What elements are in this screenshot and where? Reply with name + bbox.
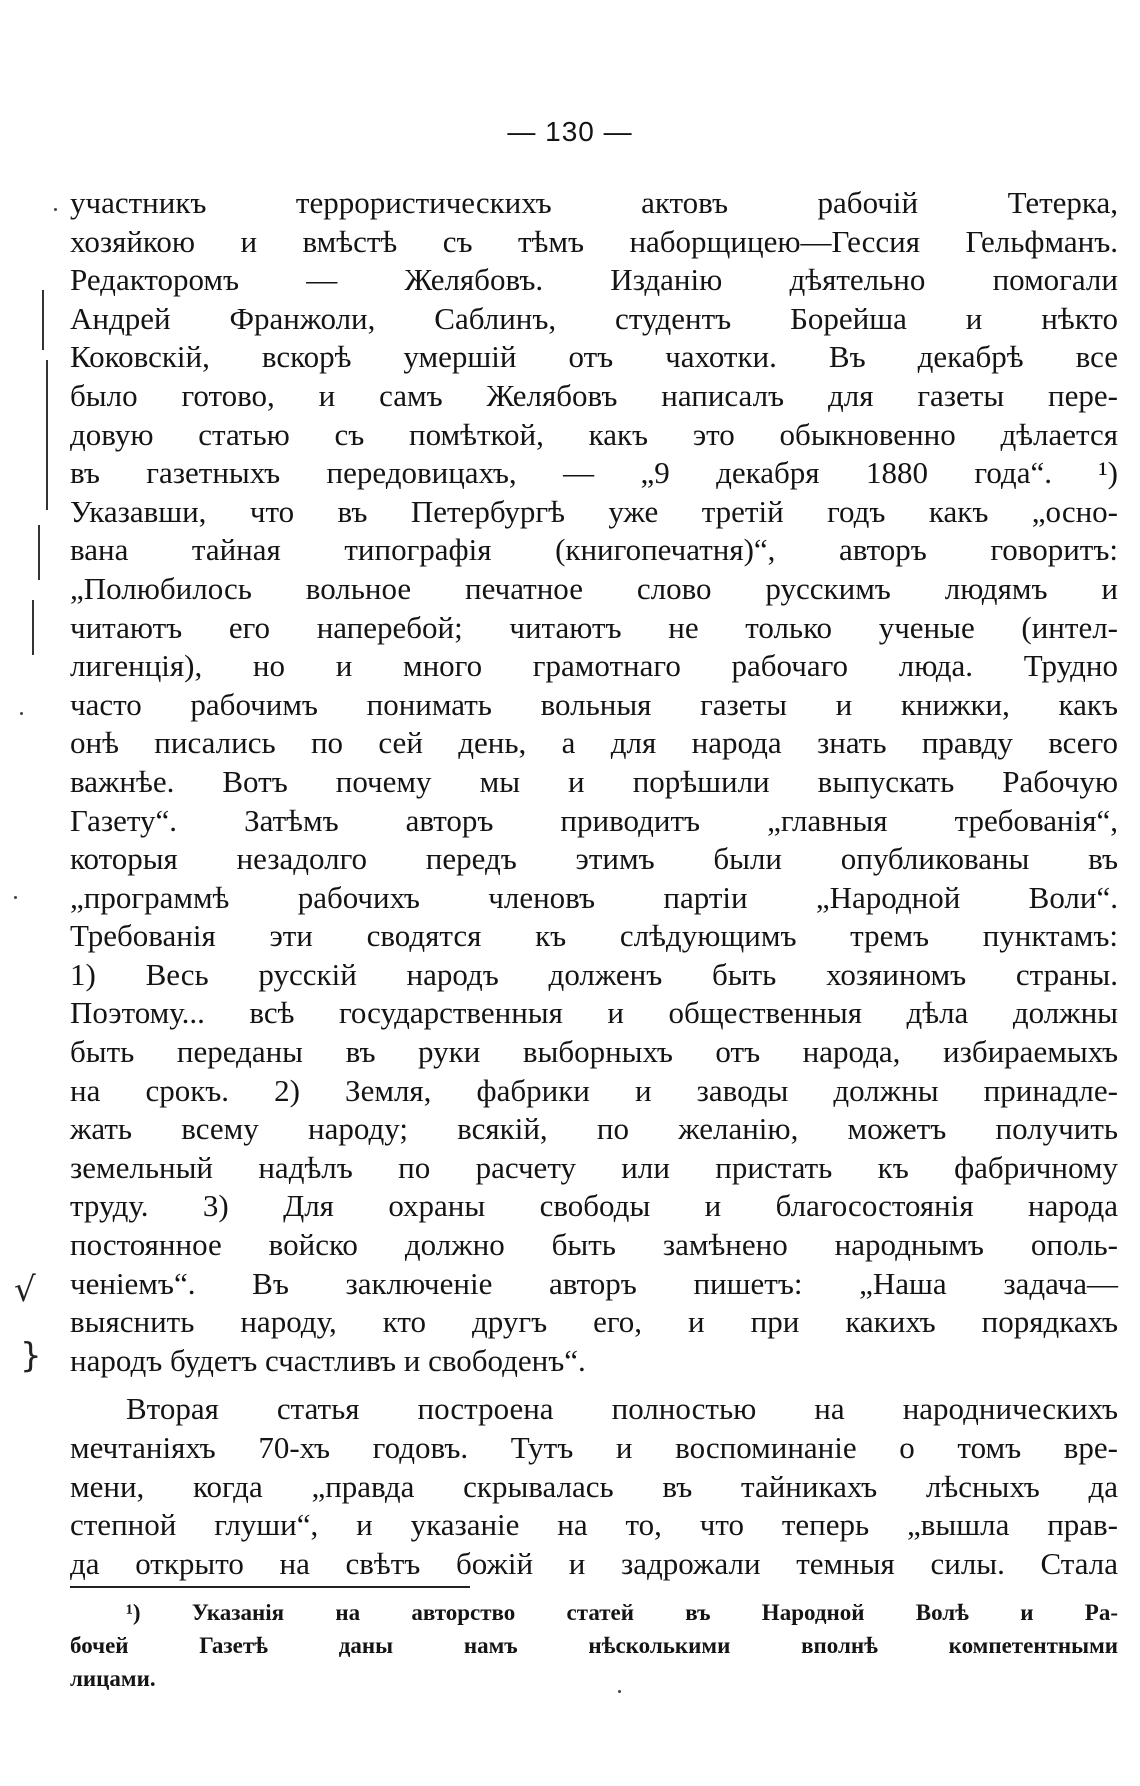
text-line: было готово, и самъ Желябовъ написалъ для газеты пере- <box>70 377 1118 413</box>
footnote-line: лицами. <box>70 1666 156 1691</box>
text-line: которыя незадолго передъ этимъ были опубликованы въ <box>70 841 1118 877</box>
text-line: важнѣе. Вотъ почему мы и порѣшили выпускать Рабочую <box>70 763 1118 799</box>
text-line: выяснить народу, кто другъ его, и при какихъ порядкахъ <box>70 1304 1118 1340</box>
paragraph-2-line: мечтаніяхъ 70-хъ годовъ. Тутъ и воспоминаніе о томъ вре- <box>70 1430 1118 1465</box>
scan-speck <box>54 208 57 211</box>
scan-speck <box>618 1690 621 1693</box>
body-text <box>70 184 1118 1583</box>
paragraph-2-line: мени, когда „правда скрывалась въ тайникахъ лѣсныхъ да <box>70 1468 1118 1504</box>
text-line: труду. 3) Для охраны свободы и благосостоянія народа <box>70 1188 1118 1224</box>
footnote-divider <box>70 1586 470 1588</box>
text-line: въ газетныхъ передовицахъ, — „9 декабря 1880 года“. ¹) <box>70 455 1118 491</box>
text-line: довую статью съ помѣткой, какъ это обыкновенно дѣлается <box>70 416 1118 452</box>
text-line: жать всему народу; всякій, по желанію, можетъ получить <box>70 1111 1118 1147</box>
scan-speck <box>20 712 23 715</box>
text-line: „программѣ рабочихъ членовъ партіи „Народной Воли“. <box>70 879 1118 915</box>
text-line: часто рабочимъ понимать вольныя газеты и книжки, какъ <box>70 686 1118 722</box>
margin-line-mark <box>32 600 34 655</box>
text-line: на срокъ. 2) Земля, фабрики и заводы должны принадле- <box>70 1072 1118 1108</box>
footnote <box>70 1596 1118 1695</box>
text-line: народъ будетъ счастливъ и свободенъ“. <box>70 1342 586 1378</box>
text-line: Андрей Франжоли, Саблинъ, студентъ Борейша и нѣкто <box>70 300 1118 336</box>
footnote-line: бочей Газетѣ даны намъ нѣсколькими вполнѣ компетентными <box>70 1633 1118 1658</box>
paragraph-2-line: Вторая статья построена полностью на народническихъ <box>126 1391 1118 1427</box>
text-line: лигенція), но и много грамотнаго рабочаго люда. Трудно <box>70 648 1118 684</box>
text-line: читаютъ его наперебой; читаютъ не только ученые (интел- <box>70 609 1118 645</box>
text-line: Редакторомъ — Желябовъ. Изданію дѣятельно помогали <box>70 262 1118 298</box>
text-line: вана тайная типографія (книгопечатня)“, авторъ говоритъ: <box>70 532 1118 568</box>
scan-speck <box>14 896 17 899</box>
paragraph-2-line: да открыто на свѣтъ божій и задрожали темныя силы. Стала <box>70 1545 1118 1581</box>
text-line: хозяйкою и вмѣстѣ съ тѣмъ наборщицею—Гессия Гельфманъ. <box>70 223 1118 259</box>
paragraph-2-line: степной глуши“, и указаніе на то, что теперь „вышла прав- <box>70 1507 1118 1543</box>
paragraph-gap <box>70 1380 1118 1390</box>
text-line: быть переданы въ руки выборныхъ отъ народа, избираемыхъ <box>70 1034 1118 1070</box>
text-line: Коковскій, вскорѣ умершій отъ чахотки. Въ декабрѣ все <box>70 339 1118 375</box>
text-line: участникъ террористическихъ актовъ рабочій Тетерка, <box>70 185 1118 220</box>
text-line: Указавши, что въ Петербургѣ уже третій годъ какъ „осно- <box>70 493 1118 529</box>
footnote-line: ¹) Указанія на авторство статей въ Народной Волѣ и Ра- <box>126 1600 1118 1625</box>
margin-line-mark <box>38 525 40 580</box>
text-line: земельный надѣлъ по расчету или пристать къ фабричному <box>70 1149 1118 1185</box>
checkmark-icon: √ <box>14 1270 36 1310</box>
text-line: Требованія эти сводятся къ слѣдующимъ тремъ пунктамъ: <box>70 918 1118 954</box>
margin-line-mark <box>42 290 44 350</box>
text-line: ченіемъ“. Въ заключеніе авторъ пишетъ: „Наша задача— <box>70 1265 1118 1301</box>
text-line: онѣ писались по сей день, а для народа знать правду всего <box>70 725 1118 761</box>
text-line: „Полюбилось вольное печатное слово русскимъ людямъ и <box>70 570 1118 606</box>
page-number: — 130 — <box>507 116 633 147</box>
text-line: постоянное войско должно быть замѣнено народнымъ ополь- <box>70 1227 1118 1263</box>
text-line: Газету“. Затѣмъ авторъ приводитъ „главныя требованія“, <box>70 802 1118 838</box>
brace-icon: } <box>20 1336 42 1376</box>
margin-line-mark <box>46 360 48 510</box>
text-line: 1) Весь русскій народъ долженъ быть хозяиномъ страны. <box>70 956 1118 992</box>
text-line: Поэтому... всѣ государственныя и общественныя дѣла должны <box>70 995 1118 1031</box>
